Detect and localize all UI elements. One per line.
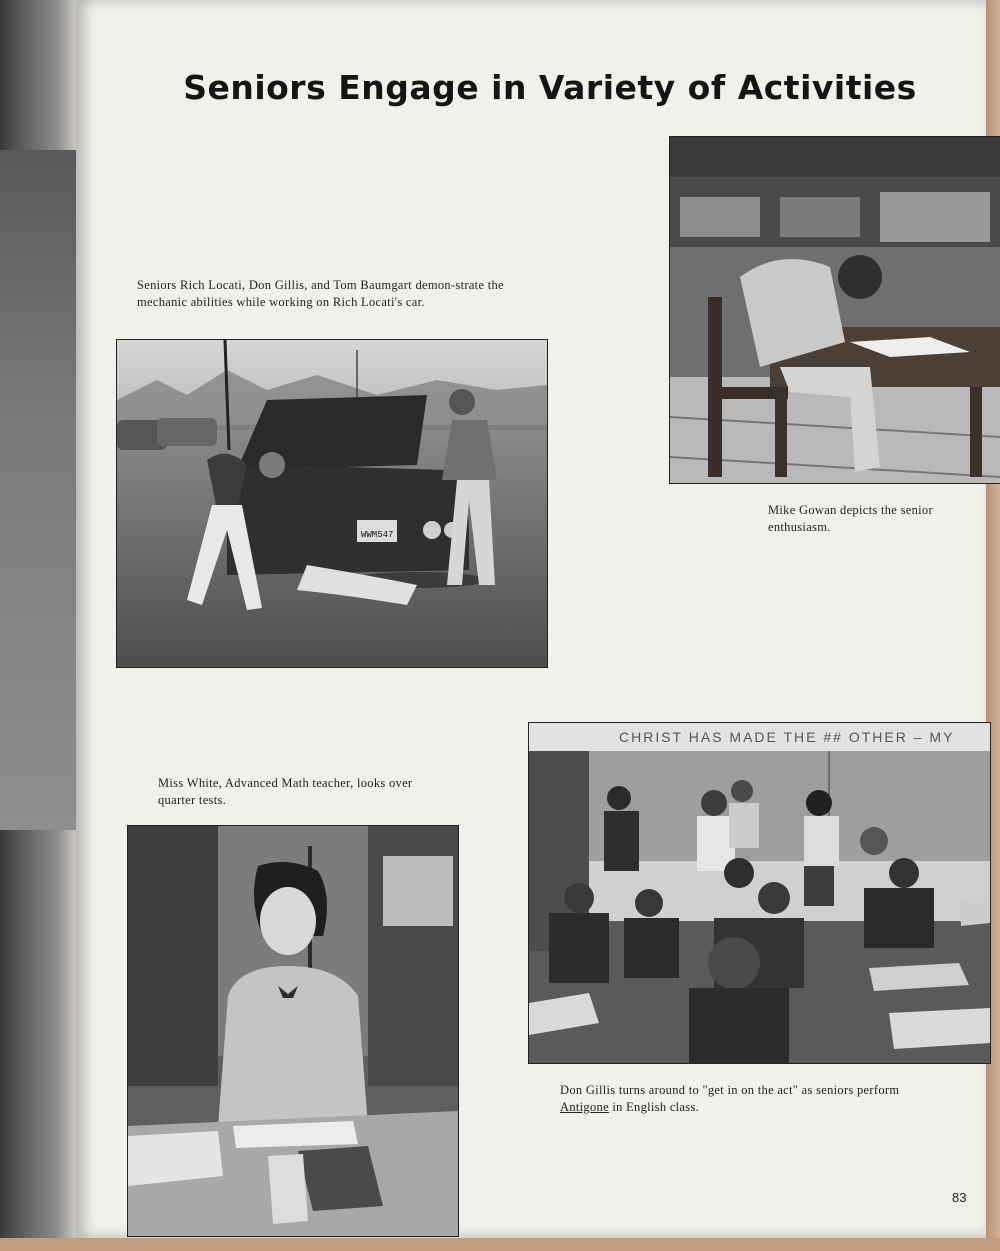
teacher-photo-caption: Miss White, Advanced Math teacher, looks over quarter tests.	[158, 776, 413, 807]
license-plate-text: WWM547	[361, 530, 394, 540]
previous-page-edge	[0, 0, 80, 1251]
car-photo-caption: Seniors Rich Locati, Don Gillis, and Tom Baumgart demon-strate the mechanic abilities while working on Rich Locati's car.	[137, 278, 504, 309]
teacher-photo	[127, 825, 459, 1237]
previous-page-photo-edge	[0, 150, 78, 830]
page-title: Seniors Engage in Variety of Activities	[183, 68, 917, 107]
classroom-caption-tail: in English class.	[608, 1100, 700, 1114]
classroom-photo	[528, 722, 991, 1064]
classroom-photo-caption	[560, 1082, 980, 1116]
chalkboard-banner-text: CHRIST HAS MADE THE ## OTHER – MY	[619, 729, 955, 745]
teacher-photo-illustration	[128, 826, 458, 1236]
library-photo	[669, 136, 1000, 484]
classroom-photo-illustration	[529, 723, 990, 1063]
antigone-title: Antigone	[560, 1100, 609, 1114]
cover-edge-bottom	[0, 1238, 1000, 1251]
library-photo-illustration	[670, 137, 1000, 483]
car-photo-illustration	[117, 340, 547, 667]
classroom-caption-lead: Don Gillis turns around to "get in on the act" as seniors perform	[560, 1083, 900, 1097]
car-photo	[116, 339, 548, 668]
page-number: 83	[952, 1190, 967, 1205]
library-photo-caption: Mike Gowan depicts the senior enthusiasm.	[768, 503, 933, 534]
